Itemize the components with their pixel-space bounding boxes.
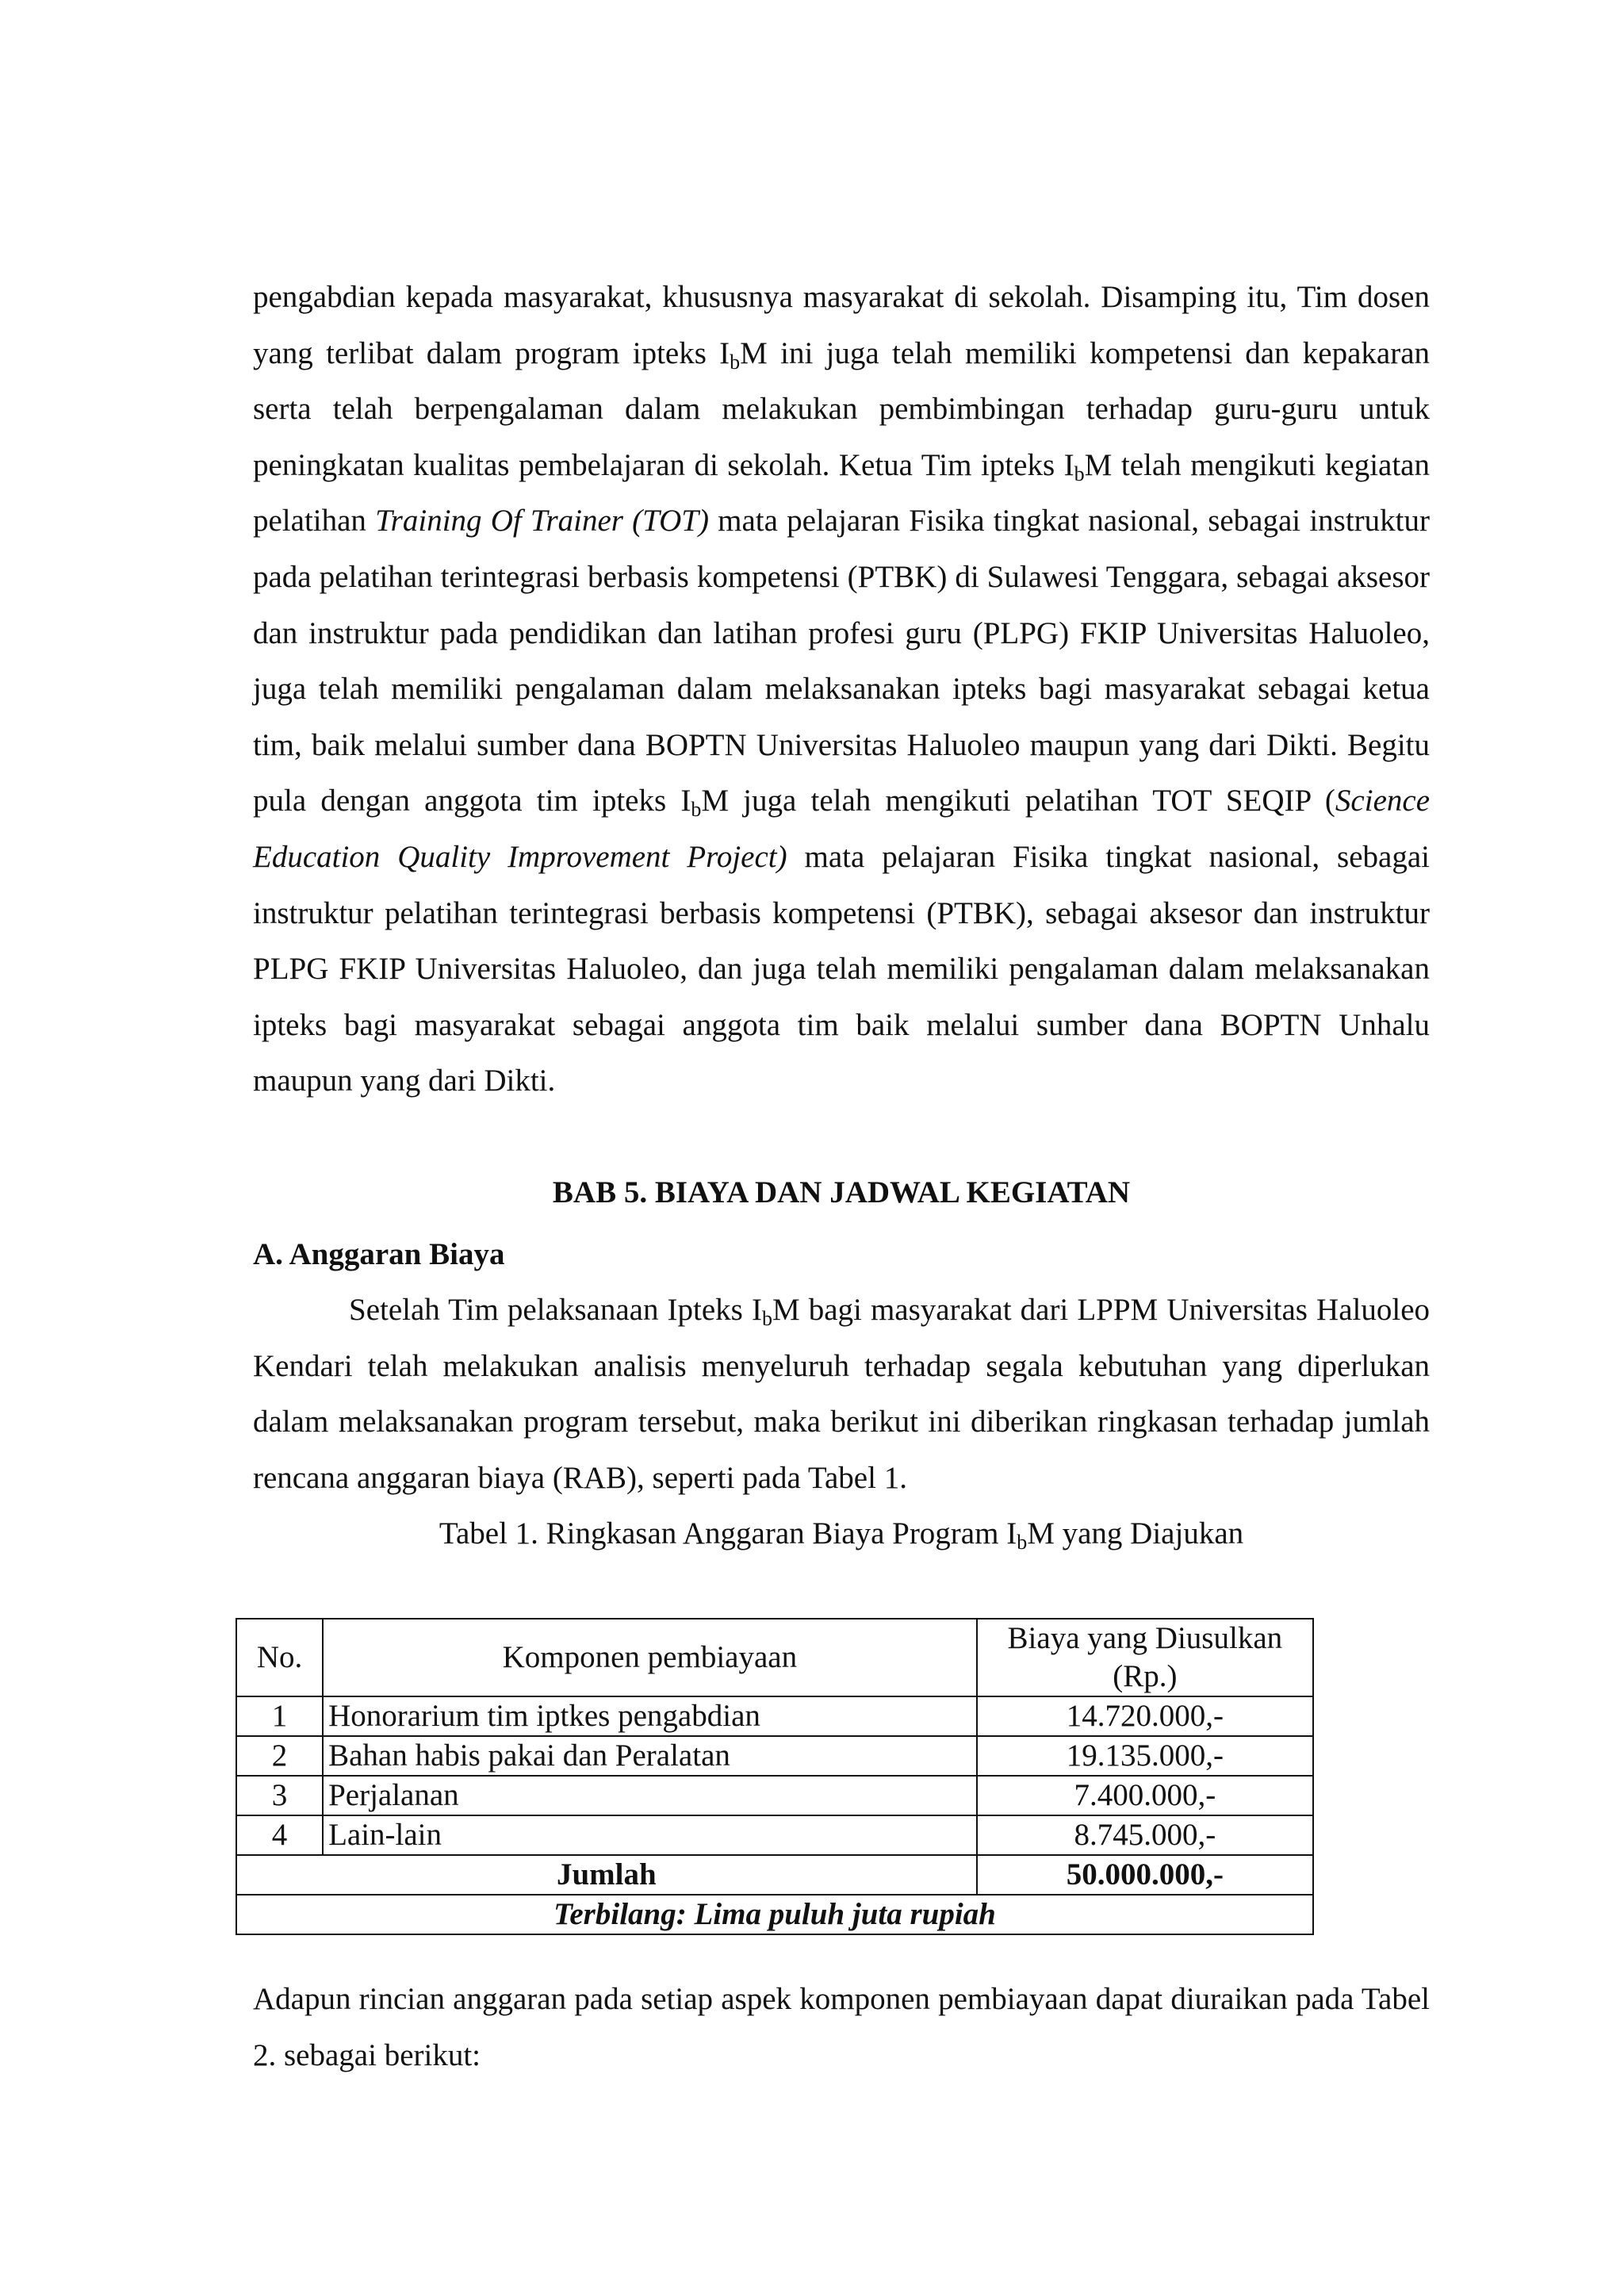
row-component: Perjalanan — [323, 1776, 977, 1815]
budget-text-2: M bagi masyarakat dari LPPM Universitas Haluoleo Kendari telah melakukan analisis menyeluruh terhadap segala kebutuhan yang diperlukan dalam melaksanakan program tersebut, maka berikut ini diberikan ringkasan terhadap jumlah rencana anggaran biaya (RAB), seperti pada Tabel 1. — [253, 1292, 1431, 1495]
closing-paragraph: Adapun rincian anggaran pada setiap aspek komponen pembiayaan dapat diuraikan pada Tabel 2. sebagai berikut: — [253, 1982, 1430, 2072]
budget-paragraph — [253, 1282, 1430, 1506]
caption-text-1: Tabel 1. Ringkasan Anggaran Biaya Program I — [439, 1516, 1017, 1551]
total-in-words — [236, 1895, 1313, 1934]
subscript-b: b — [761, 1306, 772, 1330]
intro-text-3: M telah mengikuti kegiatan pelatihan — [253, 447, 1430, 539]
table-row — [236, 1696, 1313, 1736]
chapter-title: BAB 5. BIAYA DAN JADWAL KEGIATAN — [552, 1175, 1131, 1209]
table-row — [236, 1776, 1313, 1815]
intro-text-4: mata pelajaran Fisika tingkat nasional, sebagai instruktur pada pelatihan terintegrasi berbasis kompetensi (PTBK) di Sulawesi Tenggara, sebagai aksesor dan instruktur pada pendidikan dan latihan profesi guru (PLPG) FKIP Universitas Haluoleo, juga telah memiliki pengalaman dalam melaksanakan ipteks bagi masyarakat sebagai ketua tim, baik melalui sumber dana BOPTN Universitas Haluoleo maupun yang dari Dikti. Begitu pula dengan anggota tim ipteks I — [253, 504, 1430, 818]
intro-text-5: M juga telah mengikuti pelatihan TOT SEQIP ( — [701, 784, 1335, 818]
subscript-b: b — [1074, 462, 1085, 485]
row-component: Honorarium tim iptkes pengabdian — [323, 1696, 977, 1736]
table-row — [236, 1736, 1313, 1776]
caption-text-2: M yang Diajukan — [1027, 1516, 1244, 1551]
row-cost: 14.720.000,- — [977, 1696, 1313, 1736]
header-cost-line1: Biaya yang Diusulkan — [1007, 1621, 1283, 1655]
table-caption — [253, 1506, 1430, 1562]
table-total-row — [236, 1855, 1313, 1895]
header-component: Komponen pembiayaan — [323, 1619, 977, 1696]
header-cost — [977, 1619, 1313, 1696]
table-row — [236, 1815, 1313, 1855]
intro-text-1: pengabdian kepada masyarakat, khususnya masyarakat di sekolah. Disamping itu, Tim dosen yang terlibat dalam program ipteks I — [253, 280, 1430, 370]
row-component: Lain-lain — [323, 1815, 977, 1855]
table-words-row — [236, 1895, 1313, 1934]
row-no: 1 — [236, 1696, 323, 1736]
table-header-row — [236, 1619, 1313, 1696]
total-label: Jumlah — [236, 1855, 977, 1895]
row-no: 3 — [236, 1776, 323, 1815]
row-cost: 19.135.000,- — [977, 1736, 1313, 1776]
row-cost: 7.400.000,- — [977, 1776, 1313, 1815]
subscript-b: b — [730, 350, 741, 374]
header-no: No. — [236, 1619, 323, 1696]
total-value: 50.000.000,- — [977, 1855, 1313, 1895]
intro-paragraph — [253, 270, 1430, 1110]
subscript-b: b — [691, 798, 702, 822]
closing-section — [253, 1972, 1430, 2083]
subscript-b: b — [1017, 1531, 1028, 1554]
row-cost: 8.745.000,- — [977, 1815, 1313, 1855]
total-in-words-text: Terbilang: Lima puluh juta rupiah — [553, 1897, 996, 1931]
budget-text-1: Setelah Tim pelaksanaan Ipteks I — [349, 1292, 762, 1327]
row-no: 2 — [236, 1736, 323, 1776]
header-cost-line2: (Rp.) — [1113, 1659, 1178, 1693]
intro-italic-tot: Training Of Trainer (TOT) — [375, 504, 709, 539]
budget-table — [236, 1618, 1314, 1935]
intro-italic-seqip: Science Education Quality Improvement Project) — [253, 784, 1430, 874]
row-no: 4 — [236, 1815, 323, 1855]
intro-text-6: mata pelajaran Fisika tingkat nasional, sebagai instruktur pelatihan terintegrasi berbasis kompetensi (PTBK), sebagai aksesor dan instruktur PLPG FKIP Universitas Haluoleo, dan juga telah memiliki pengalaman dalam melaksanakan ipteks bagi masyarakat sebagai anggota tim baik melalui sumber dana BOPTN Unhalu maupun yang dari Dikti. — [253, 839, 1431, 1098]
row-component: Bahan habis pakai dan Peralatan — [323, 1736, 977, 1776]
section-title: A. Anggaran Biaya — [253, 1236, 505, 1271]
document-body — [253, 270, 1430, 1562]
intro-text-2: M ini juga telah memiliki kompetensi dan kepakaran serta telah berpengalaman dalam melakukan pembimbingan terhadap guru-guru untuk peningkatan kualitas pembelajaran di sekolah. Ketua Tim ipteks I — [253, 335, 1430, 482]
